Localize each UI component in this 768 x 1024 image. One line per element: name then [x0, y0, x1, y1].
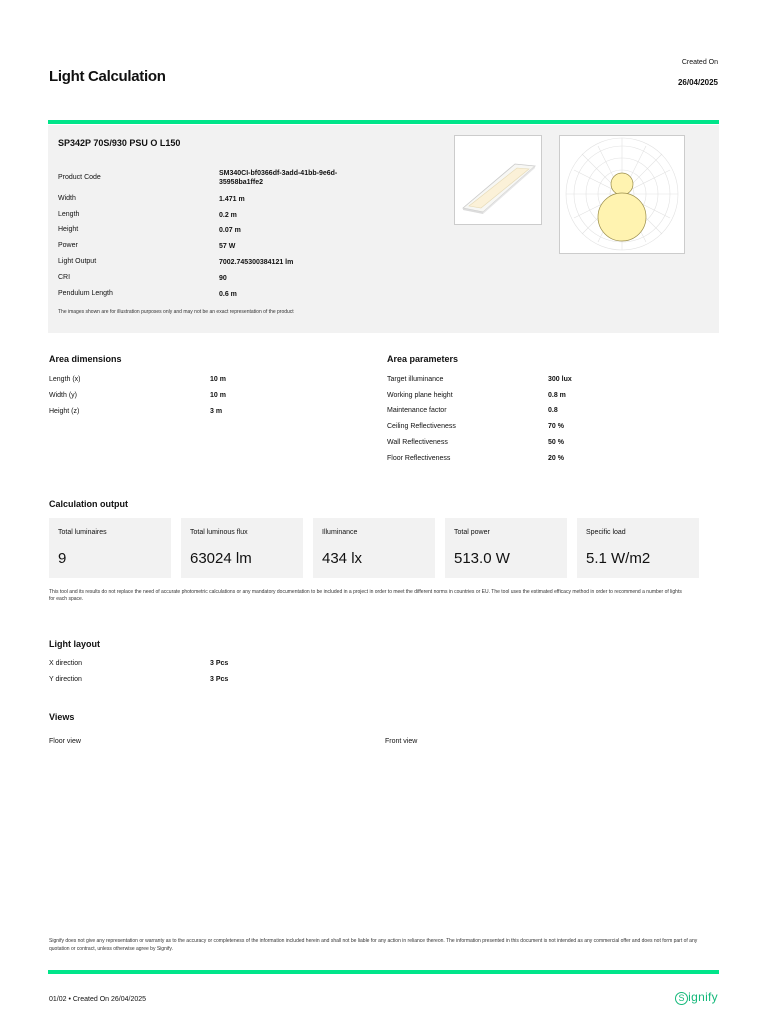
created-on-date: 26/04/2025: [677, 78, 718, 87]
spec-value: 57 W: [219, 243, 236, 250]
row-label: Length (x): [49, 376, 81, 383]
header-divider: [48, 120, 719, 124]
spec-value: SM340CI-bf0366df-3add-41bb-9e6d-35958ba1ffe2: [219, 170, 338, 186]
row-label: Maintenance factor: [387, 407, 447, 414]
card-value: 434 lx: [322, 550, 363, 567]
product-name: SP342P 70S/930 PSU O L150: [58, 138, 181, 148]
floor-view-label: Floor view: [49, 738, 81, 745]
row-label: Ceiling Reflectiveness: [387, 423, 456, 430]
card-label: Total luminaires: [58, 529, 107, 536]
luminaire-image: [454, 135, 542, 225]
calculation-disclaimer: This tool and its results do not replace the need of accurate photometric calculations or any mandatory documentation to be included in a project in order to meet the different norms in countries or EU. The tool uses the estimated efficacy method in order to recommend a number of lights for each space.: [49, 589, 682, 602]
spec-value: 90: [219, 275, 227, 282]
logo-text: ignify: [688, 990, 718, 1004]
spec-label: Height: [58, 226, 79, 233]
spec-label: Pendulum Length: [58, 290, 113, 297]
spec-value: 0.6 m: [219, 291, 237, 298]
spec-label: Product Code: [58, 174, 101, 181]
light-layout-title: Light layout: [49, 639, 100, 649]
output-card-total-luminaires: [49, 518, 171, 578]
row-label: Wall Reflectiveness: [387, 439, 448, 446]
luminaire-illustration: [455, 136, 541, 224]
polar-diagram: [559, 135, 685, 254]
spec-label: Light Output: [58, 258, 97, 265]
row-label: Working plane height: [387, 392, 453, 399]
row-label: Width (y): [49, 392, 77, 399]
spec-value: 0.2 m: [219, 212, 237, 219]
row-value: 300 lux: [548, 376, 572, 383]
row-value: 10 m: [210, 376, 226, 383]
spec-value: 0.07 m: [219, 227, 241, 234]
spec-label: CRI: [58, 274, 71, 281]
front-view-label: Front view: [385, 738, 418, 745]
page-title: Light Calculation: [49, 68, 166, 85]
footer-divider: [48, 970, 719, 974]
row-label: Floor Reflectiveness: [387, 455, 451, 462]
footer-disclaimer: Signify does not give any representation or warranty as to the accuracy or completeness of the information included herein and shall not be liable for any action in reliance thereon. The information presented in this document is not intended as any commercial offer and does not form part of any quotation or contract, unless otherwise agree by Signify.: [49, 938, 698, 952]
signify-logo: [675, 990, 718, 1005]
card-value: 5.1 W/m2: [586, 550, 651, 567]
card-value: 63024 lm: [190, 550, 252, 567]
row-value: 0.8 m: [548, 392, 566, 399]
row-value: 3 Pcs: [210, 676, 229, 683]
logo-initial: S: [675, 992, 688, 1005]
card-label: Illuminance: [322, 529, 358, 536]
card-value: 513.0 W: [454, 550, 510, 567]
row-value: 20 %: [548, 455, 564, 462]
row-label: Height (z): [49, 408, 80, 415]
row-value: 3 Pcs: [210, 660, 229, 667]
product-image-disclaimer: The images shown are for illustration purposes only and may not be an exact representation of the product: [58, 309, 294, 315]
row-value: 3 m: [210, 408, 223, 415]
output-card-total-power: [445, 518, 567, 578]
card-label: Total luminous flux: [190, 529, 248, 536]
spec-value: 1.471 m: [219, 196, 245, 203]
card-label: Total power: [454, 529, 490, 536]
views-title: Views: [49, 712, 75, 722]
row-label: Target illuminance: [387, 376, 444, 383]
row-value: 0.8: [548, 407, 558, 414]
area-parameters-title: Area parameters: [387, 354, 459, 364]
calculation-output-title: Calculation output: [49, 499, 128, 509]
row-value: 70 %: [548, 423, 564, 430]
area-dimensions-title: Area dimensions: [49, 354, 122, 364]
output-card-total-luminous-flux: [181, 518, 303, 578]
row-value: 10 m: [210, 392, 226, 399]
created-on-label: Created On: [681, 59, 718, 66]
spec-label: Power: [58, 242, 78, 249]
product-panel: [48, 125, 719, 333]
polar-diagram-graphic: [560, 136, 684, 253]
spec-label: Width: [58, 195, 76, 202]
row-value: 50 %: [548, 439, 564, 446]
card-label: Specific load: [586, 529, 626, 536]
page-info: 01/02 • Created On 26/04/2025: [49, 996, 147, 1003]
spec-label: Length: [58, 211, 80, 218]
spec-value: 7002.745300384121 lm: [219, 259, 294, 266]
card-value: 9: [58, 550, 67, 567]
row-label: Y direction: [49, 676, 82, 683]
output-card-specific-load: [577, 518, 699, 578]
output-card-illuminance: [313, 518, 435, 578]
row-label: X direction: [49, 660, 83, 667]
